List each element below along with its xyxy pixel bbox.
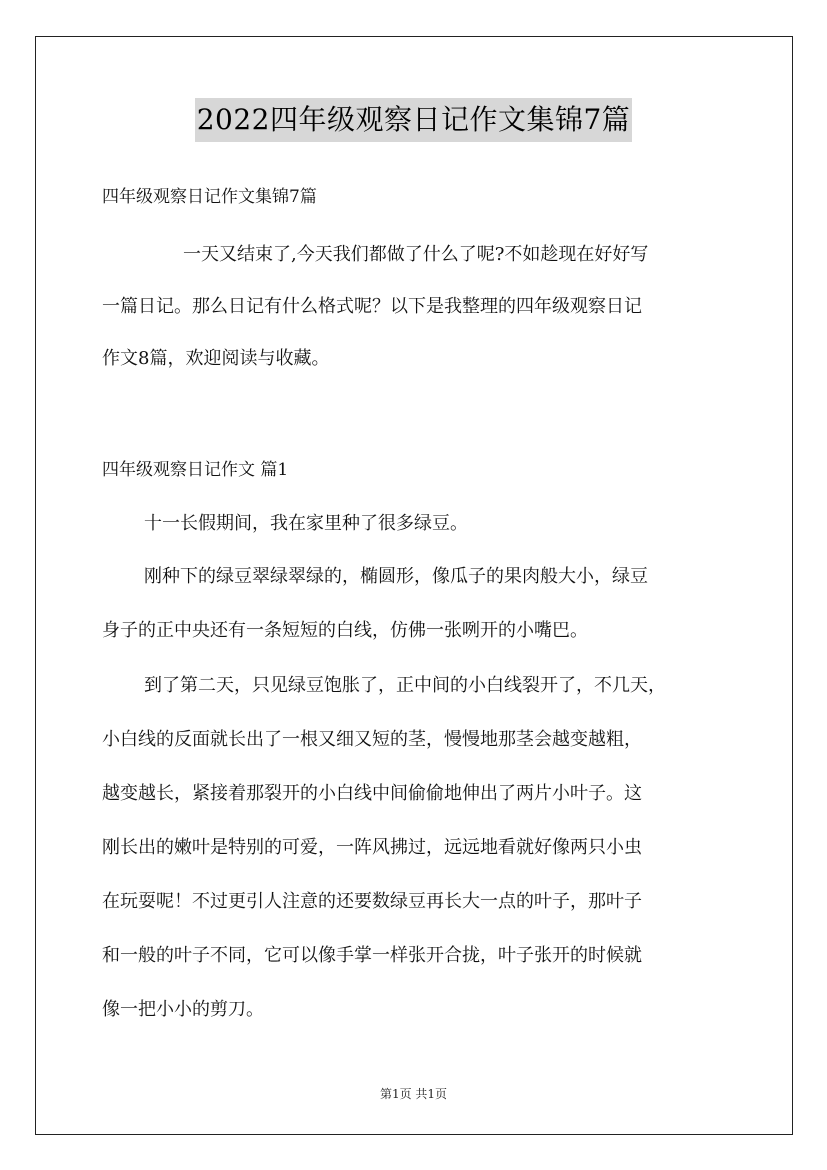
body-line: 小白线的反面就长出了一根又细又短的茎，慢慢地那茎会越变越粗，	[102, 729, 642, 750]
intro-line: 一篇日记。那么日记有什么格式呢？以下是我整理的四年级观察日记	[102, 296, 642, 317]
body-line: 和一般的叶子不同，它可以像手掌一样张开合拢，叶子张开的时候就	[102, 945, 642, 966]
intro-line: 一天又结束了,今天我们都做了什么了呢?不如趁现在好好写	[183, 244, 649, 265]
body-line: 身子的正中央还有一条短短的白线，仿佛一张咧开的小嘴巴。	[102, 620, 588, 641]
body-line: 到了第二天，只见绿豆饱胀了，正中间的小白线裂开了，不几天，	[144, 675, 666, 696]
body-line: 越变越长，紧接着那裂开的小白线中间偷偷地伸出了两片小叶子。这	[102, 783, 642, 804]
page-footer: 第1页 共1页	[379, 1087, 448, 1101]
body-line: 像一把小小的剪刀。	[102, 999, 264, 1020]
intro-line: 作文8篇，欢迎阅读与收藏。	[102, 348, 330, 369]
body-line: 刚长出的嫩叶是特别的可爱，一阵风拂过，远远地看就好像两只小虫	[102, 837, 642, 858]
document-subtitle: 四年级观察日记作文集锦7篇	[102, 187, 317, 207]
body-line: 刚种下的绿豆翠绿翠绿的，椭圆形，像瓜子的果肉般大小，绿豆	[144, 566, 648, 587]
title-container	[0, 98, 827, 142]
section-heading: 四年级观察日记作文 篇1	[102, 460, 289, 480]
document-title: 2022四年级观察日记作文集锦7篇	[195, 98, 633, 142]
body-line: 十一长假期间，我在家里种了很多绿豆。	[144, 513, 468, 534]
body-line: 在玩耍呢！不过更引人注意的还要数绿豆再长大一点的叶子，那叶子	[102, 891, 642, 912]
